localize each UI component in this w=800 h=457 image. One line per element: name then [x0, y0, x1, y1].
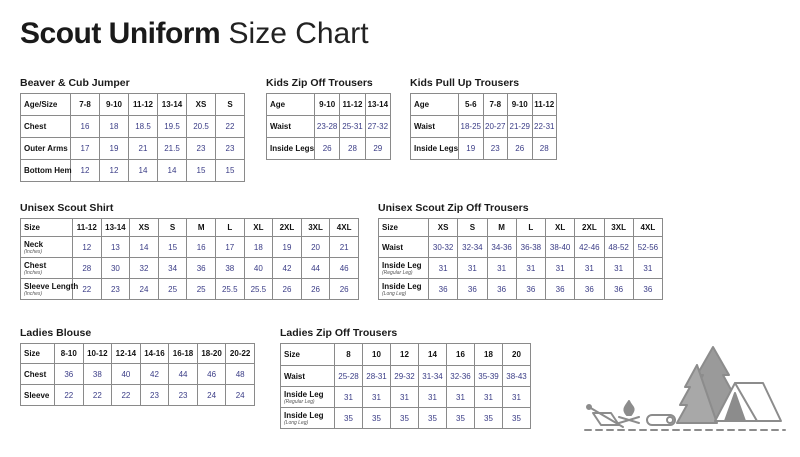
- header-size-13-14: 13-14: [158, 94, 187, 116]
- header-label: Size: [281, 344, 335, 366]
- row-label: [411, 116, 459, 138]
- table-cell: 23: [483, 138, 508, 160]
- row-label-text: Inside Legs: [414, 144, 459, 153]
- header-size-11-12: 11-12: [129, 94, 158, 116]
- header-size-11-12: 11-12: [340, 94, 365, 116]
- table-cell: 38-40: [546, 237, 575, 258]
- table-cell: 42-46: [575, 237, 604, 258]
- header-size-xl: XL: [244, 219, 273, 237]
- table-cell: 25.5: [215, 279, 244, 300]
- size-table: [410, 93, 557, 160]
- table-cell: 22: [83, 385, 112, 406]
- row-label: [281, 387, 335, 408]
- row-label: [21, 160, 71, 182]
- table-cell: 36: [487, 279, 516, 300]
- header-size-14-16: 14-16: [140, 344, 169, 364]
- table-header-row: [281, 344, 531, 366]
- header-size-s: S: [216, 94, 245, 116]
- table-cell: 35: [503, 408, 531, 429]
- section-title: Beaver & Cub Jumper: [20, 77, 130, 89]
- section-title: Kids Pull Up Trousers: [410, 77, 520, 89]
- header-label: Age/Size: [21, 94, 71, 116]
- table-cell: 32: [130, 258, 159, 279]
- canoe-icon: [587, 405, 623, 427]
- row-label: [21, 116, 71, 138]
- table-header-row: [21, 344, 255, 364]
- table-row-neck-inches: [21, 237, 359, 258]
- table-cell: 14: [130, 237, 159, 258]
- table-cell: 14: [129, 160, 158, 182]
- row-label-text: Inside Leg: [284, 389, 324, 399]
- section-title: Unisex Scout Shirt: [20, 202, 114, 214]
- table-cell: 25.5: [244, 279, 273, 300]
- table-cell: 21: [330, 237, 359, 258]
- table-cell: 38-43: [503, 366, 531, 387]
- row-label-text: Sleeve Length: [24, 281, 79, 291]
- size-table: [378, 218, 663, 300]
- table-row-sleeve-length-inches: [21, 279, 359, 300]
- table-cell: 35: [475, 408, 503, 429]
- section-beaver-cub-jumper: [20, 77, 245, 182]
- table-row-chest-inches: [21, 258, 359, 279]
- row-label-text: Inside Leg: [382, 260, 422, 270]
- row-label: [21, 385, 55, 406]
- header-size-9-10: 9-10: [508, 94, 533, 116]
- row-label: [21, 279, 79, 300]
- header-size-m: M: [487, 219, 516, 237]
- table-cell: 34: [158, 258, 187, 279]
- table-row-bottom-hem: [21, 160, 245, 182]
- table-cell: 28: [532, 138, 557, 160]
- row-label: [21, 138, 71, 160]
- row-label-text: Waist: [284, 371, 306, 381]
- table-cell: 52-56: [633, 237, 662, 258]
- table-cell: 23: [140, 385, 169, 406]
- section-kids-zip-off-trousers: [266, 77, 391, 160]
- table-cell: 25: [158, 279, 187, 300]
- header-size-20-22: 20-22: [226, 344, 255, 364]
- table-cell: 23: [187, 138, 216, 160]
- table-cell: 31: [335, 387, 363, 408]
- table-cell: 31: [604, 258, 633, 279]
- row-label-note: (Inches): [24, 290, 43, 297]
- table-cell: 31: [546, 258, 575, 279]
- table-cell: 15: [158, 237, 187, 258]
- table-cell: 28-31: [363, 366, 391, 387]
- camping-illustration: [585, 335, 785, 435]
- table-row-inside-leg-long-leg: [281, 408, 531, 429]
- header-size-4xl: 4XL: [633, 219, 662, 237]
- table-cell: 23: [169, 385, 198, 406]
- table-cell: 21: [129, 138, 158, 160]
- row-label: [379, 237, 429, 258]
- table-cell: 18: [244, 237, 273, 258]
- table-cell: 31: [363, 387, 391, 408]
- header-size-m: M: [187, 219, 216, 237]
- row-label: [21, 258, 73, 279]
- table-row-chest: [21, 116, 245, 138]
- table-row-inside-legs: [267, 138, 391, 160]
- row-label: [21, 364, 55, 385]
- table-cell: 31: [447, 387, 475, 408]
- table-cell: 17: [71, 138, 100, 160]
- row-label-note: (Long Leg): [382, 290, 407, 297]
- row-label: [21, 237, 73, 258]
- table-cell: 29: [365, 138, 390, 160]
- row-label-text: Inside Leg: [284, 410, 324, 420]
- row-label-note: (Inches): [24, 269, 43, 276]
- page-title-bold: Scout Uniform: [20, 17, 221, 50]
- table-cell: 24: [226, 385, 255, 406]
- table-cell: 31: [458, 258, 487, 279]
- table-cell: 18.5: [129, 116, 158, 138]
- header-size-13-14: 13-14: [101, 219, 130, 237]
- table-header-row: [267, 94, 391, 116]
- table-row-waist: [267, 116, 391, 138]
- table-cell: 22: [73, 279, 102, 300]
- table-cell: 22: [112, 385, 141, 406]
- header-size-7-8: 7-8: [71, 94, 100, 116]
- row-label-text: Chest: [24, 369, 47, 379]
- table-cell: 31: [391, 387, 419, 408]
- table-cell: 24: [130, 279, 159, 300]
- table-cell: 12: [71, 160, 100, 182]
- table-cell: 19: [273, 237, 302, 258]
- header-label: Size: [21, 219, 73, 237]
- row-label: [411, 138, 459, 160]
- header-size-5-6: 5-6: [459, 94, 484, 116]
- table-cell: 31: [516, 258, 545, 279]
- table-cell: 31: [487, 258, 516, 279]
- table-cell: 35: [447, 408, 475, 429]
- row-label: [281, 366, 335, 387]
- row-label-note: (Regular Leg): [382, 269, 413, 276]
- table-cell: 12: [73, 237, 102, 258]
- header-size-20: 20: [503, 344, 531, 366]
- table-cell: 32-34: [458, 237, 487, 258]
- header-size-l: L: [215, 219, 244, 237]
- table-cell: 38: [83, 364, 112, 385]
- header-label: Age: [267, 94, 315, 116]
- table-cell: 16: [71, 116, 100, 138]
- header-size-9-10: 9-10: [315, 94, 340, 116]
- size-table: [20, 218, 359, 300]
- table-cell: 42: [140, 364, 169, 385]
- table-row-waist: [281, 366, 531, 387]
- row-label-text: Chest: [24, 260, 47, 270]
- table-cell: 22: [55, 385, 84, 406]
- section-title: Kids Zip Off Trousers: [266, 77, 373, 89]
- header-size-8-10: 8-10: [55, 344, 84, 364]
- header-size-xl: XL: [546, 219, 575, 237]
- header-size-18-20: 18-20: [197, 344, 226, 364]
- table-row-sleeve: [21, 385, 255, 406]
- table-cell: 31: [475, 387, 503, 408]
- header-label: Size: [379, 219, 429, 237]
- table-cell: 28: [73, 258, 102, 279]
- header-size-18: 18: [475, 344, 503, 366]
- table-cell: 38: [215, 258, 244, 279]
- table-row-inside-leg-regular-leg: [281, 387, 531, 408]
- table-cell: 30: [101, 258, 130, 279]
- row-label-text: Waist: [382, 242, 404, 252]
- table-row-waist: [411, 116, 557, 138]
- row-label-text: Inside Legs: [270, 144, 315, 153]
- table-cell: 12: [100, 160, 129, 182]
- table-cell: 29-32: [391, 366, 419, 387]
- table-cell: 26: [301, 279, 330, 300]
- table-cell: 23: [101, 279, 130, 300]
- header-size-3xl: 3XL: [604, 219, 633, 237]
- table-cell: 25: [187, 279, 216, 300]
- header-size-16: 16: [447, 344, 475, 366]
- table-cell: 28: [340, 138, 365, 160]
- table-cell: 36: [516, 279, 545, 300]
- size-table: [266, 93, 391, 160]
- table-cell: 36: [55, 364, 84, 385]
- table-cell: 31: [633, 258, 662, 279]
- table-cell: 36: [575, 279, 604, 300]
- row-label-text: Sleeve: [24, 390, 50, 400]
- table-cell: 25-31: [340, 116, 365, 138]
- size-table: [20, 343, 255, 406]
- table-header-row: [21, 94, 245, 116]
- table-cell: 40: [244, 258, 273, 279]
- table-cell: 24: [197, 385, 226, 406]
- table-cell: 15: [216, 160, 245, 182]
- table-cell: 15: [187, 160, 216, 182]
- table-cell: 26: [330, 279, 359, 300]
- table-cell: 23: [216, 138, 245, 160]
- header-size-9-10: 9-10: [100, 94, 129, 116]
- row-label: [267, 138, 315, 160]
- table-cell: 31: [419, 387, 447, 408]
- table-row-inside-leg-long-leg: [379, 279, 663, 300]
- header-size-xs: XS: [130, 219, 159, 237]
- header-size-11-12: 11-12: [532, 94, 557, 116]
- table-cell: 48: [226, 364, 255, 385]
- header-size-11-12: 11-12: [73, 219, 102, 237]
- table-header-row: [21, 219, 359, 237]
- table-cell: 26: [508, 138, 533, 160]
- page-title-light: Size Chart: [228, 17, 369, 50]
- table-cell: 16: [187, 237, 216, 258]
- row-label-text: Inside Leg: [382, 281, 422, 291]
- table-cell: 32-36: [447, 366, 475, 387]
- campfire-icon: [619, 401, 639, 423]
- table-cell: 19: [459, 138, 484, 160]
- table-row-inside-leg-regular-leg: [379, 258, 663, 279]
- table-cell: 35: [363, 408, 391, 429]
- section-ladies-blouse: [20, 327, 255, 406]
- size-table: [20, 93, 245, 182]
- table-cell: 25-28: [335, 366, 363, 387]
- table-cell: 48-52: [604, 237, 633, 258]
- header-size-3xl: 3XL: [301, 219, 330, 237]
- section-title: Unisex Scout Zip Off Trousers: [378, 202, 529, 214]
- table-cell: 34-36: [487, 237, 516, 258]
- table-cell: 42: [273, 258, 302, 279]
- size-table: [280, 343, 531, 429]
- table-cell: 46: [330, 258, 359, 279]
- header-size-s: S: [158, 219, 187, 237]
- row-label: [267, 116, 315, 138]
- table-cell: 22: [216, 116, 245, 138]
- table-row-chest: [21, 364, 255, 385]
- header-size-2xl: 2XL: [575, 219, 604, 237]
- table-cell: 14: [158, 160, 187, 182]
- table-cell: 40: [112, 364, 141, 385]
- table-cell: 23-28: [315, 116, 340, 138]
- table-cell: 36: [546, 279, 575, 300]
- table-cell: 31-34: [419, 366, 447, 387]
- table-cell: 20: [301, 237, 330, 258]
- header-size-l: L: [516, 219, 545, 237]
- header-size-12: 12: [391, 344, 419, 366]
- table-cell: 17: [215, 237, 244, 258]
- table-cell: 36: [633, 279, 662, 300]
- section-kids-pull-up-trousers: [410, 77, 557, 160]
- section-ladies-zip-off-trousers: [280, 327, 531, 429]
- header-label: Age: [411, 94, 459, 116]
- header-size-10-12: 10-12: [83, 344, 112, 364]
- table-cell: 20.5: [187, 116, 216, 138]
- row-label: [379, 279, 429, 300]
- table-cell: 26: [315, 138, 340, 160]
- row-label-note: (Regular Leg): [284, 398, 315, 405]
- table-row-waist: [379, 237, 663, 258]
- table-cell: 35-39: [475, 366, 503, 387]
- table-cell: 21-29: [508, 116, 533, 138]
- table-cell: 18: [100, 116, 129, 138]
- header-size-4xl: 4XL: [330, 219, 359, 237]
- row-label-text: Outer Arms: [24, 144, 68, 153]
- header-size-12-14: 12-14: [112, 344, 141, 364]
- row-label-note: (Long Leg): [284, 419, 309, 426]
- table-cell: 36: [187, 258, 216, 279]
- header-label: Size: [21, 344, 55, 364]
- table-cell: 35: [391, 408, 419, 429]
- header-size-8: 8: [335, 344, 363, 366]
- row-label-text: Waist: [414, 122, 436, 131]
- header-size-2xl: 2XL: [273, 219, 302, 237]
- table-cell: 36: [458, 279, 487, 300]
- table-cell: 36: [604, 279, 633, 300]
- table-cell: 46: [197, 364, 226, 385]
- header-size-7-8: 7-8: [483, 94, 508, 116]
- row-label-text: Waist: [270, 122, 292, 131]
- table-cell: 20-27: [483, 116, 508, 138]
- table-cell: 36: [429, 279, 458, 300]
- table-cell: 35: [335, 408, 363, 429]
- row-label: [379, 258, 429, 279]
- table-cell: 19.5: [158, 116, 187, 138]
- section-title: Ladies Zip Off Trousers: [280, 327, 398, 339]
- table-cell: 13: [101, 237, 130, 258]
- table-cell: 30-32: [429, 237, 458, 258]
- table-header-row: [379, 219, 663, 237]
- table-cell: 21.5: [158, 138, 187, 160]
- header-size-13-14: 13-14: [365, 94, 390, 116]
- section-title: Ladies Blouse: [20, 327, 92, 339]
- row-label-text: Bottom Hem: [24, 166, 72, 175]
- row-label-text: Neck: [24, 239, 44, 249]
- table-cell: 31: [575, 258, 604, 279]
- table-cell: 31: [503, 387, 531, 408]
- table-cell: 31: [429, 258, 458, 279]
- table-cell: 36-38: [516, 237, 545, 258]
- section-unisex-scout-zip-off-trousers: [378, 202, 663, 300]
- table-cell: 27-32: [365, 116, 390, 138]
- table-cell: 18-25: [459, 116, 484, 138]
- section-unisex-scout-shirt: [20, 202, 359, 300]
- header-size-10: 10: [363, 344, 391, 366]
- row-label-note: (Inches): [24, 248, 43, 255]
- table-cell: 44: [301, 258, 330, 279]
- table-cell: 22-31: [532, 116, 557, 138]
- log-icon: [647, 415, 675, 425]
- header-size-14: 14: [419, 344, 447, 366]
- row-label-text: Chest: [24, 122, 47, 131]
- table-cell: 44: [169, 364, 198, 385]
- table-cell: 19: [100, 138, 129, 160]
- table-cell: 35: [419, 408, 447, 429]
- header-size-16-18: 16-18: [169, 344, 198, 364]
- table-header-row: [411, 94, 557, 116]
- row-label: [281, 408, 335, 429]
- header-size-xs: XS: [187, 94, 216, 116]
- page-title: [20, 16, 369, 52]
- table-cell: 26: [273, 279, 302, 300]
- table-row-outer-arms: [21, 138, 245, 160]
- table-row-inside-legs: [411, 138, 557, 160]
- header-size-s: S: [458, 219, 487, 237]
- header-size-xs: XS: [429, 219, 458, 237]
